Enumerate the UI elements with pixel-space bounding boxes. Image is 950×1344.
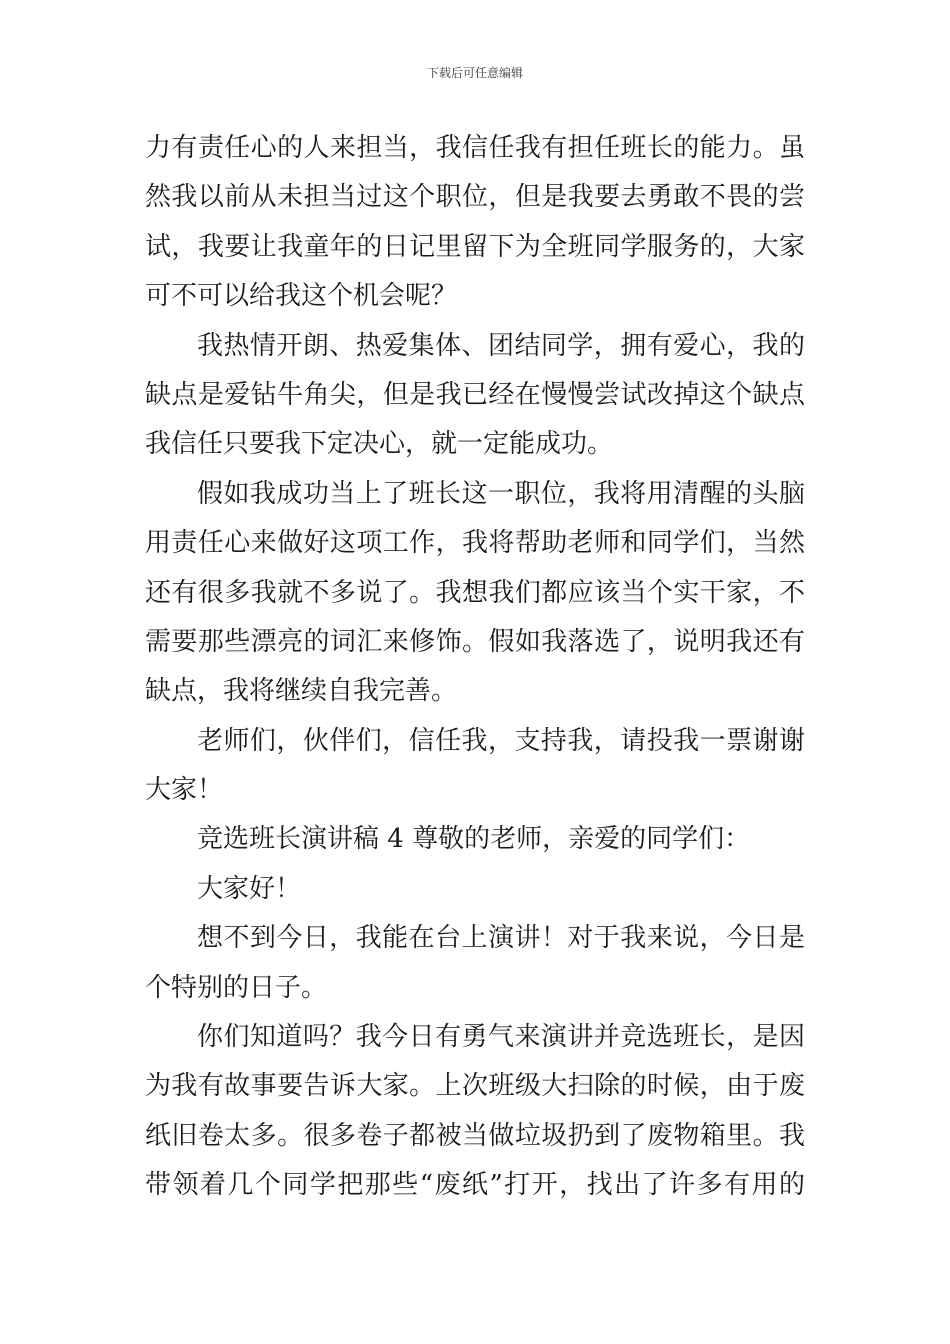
text-line: 缺点，我将继续自我完善。 [145,676,458,707]
text-line: 个特别的日子。 [145,972,328,1003]
text-line: 力有责任心的人来担当，我信任我有担任班长的能力。虽 [145,133,805,163]
text-line: 老师们，伙伴们，信任我，支持我，请投我一票谢谢 [197,725,805,756]
text-line: 用责任心来做好这项工作，我将帮助老师和同学们，当然 [145,528,805,559]
text-line: 想不到今日，我能在台上演讲！对于我来说，今日是 [197,923,805,954]
text-line: 假如我成功当上了班长这一职位，我将用清醒的头脑 [197,478,805,509]
text-line: 然我以前从未担当过这个职位，但是我要去勇敢不畏的尝 [145,182,805,213]
text-line: 还有很多我就不多说了。我想我们都应该当个实干家，不 [145,577,805,608]
text-line: 可不可以给我这个机会呢？ [145,281,458,312]
text-line: 竞选班长演讲稿 4 尊敬的老师，亲爱的同学们： [197,824,751,855]
text-line: 你们知道吗？我今日有勇气来演讲并竞选班长，是因 [197,1022,805,1053]
text-line: 大家！ [145,775,224,806]
text-line: 缺点是爱钻牛角尖，但是我已经在慢慢尝试改掉这个缺点 [145,379,805,410]
document-body [145,124,805,1211]
text-line: 我热情开朗、热爱集体、团结同学，拥有爱心，我的 [197,330,805,361]
text-line: 带领着几个同学把那些“废纸”打开，找出了许多有用的 [145,1170,805,1201]
text-line: 试，我要让我童年的日记里留下为全班同学服务的，大家 [145,231,805,262]
text-line: 为我有故事要告诉大家。上次班级大扫除的时候，由于废 [145,1071,805,1102]
text-line: 需要那些漂亮的词汇来修饰。假如我落选了，说明我还有 [145,626,805,657]
text-line: 大家好！ [197,873,302,904]
text-line: 我信任只要我下定决心，就一定能成功。 [145,429,614,460]
page-header: 下载后可任意编辑 [426,66,523,80]
text-line: 纸旧卷太多。很多卷子都被当做垃圾扔到了废物箱里。我 [145,1120,805,1151]
